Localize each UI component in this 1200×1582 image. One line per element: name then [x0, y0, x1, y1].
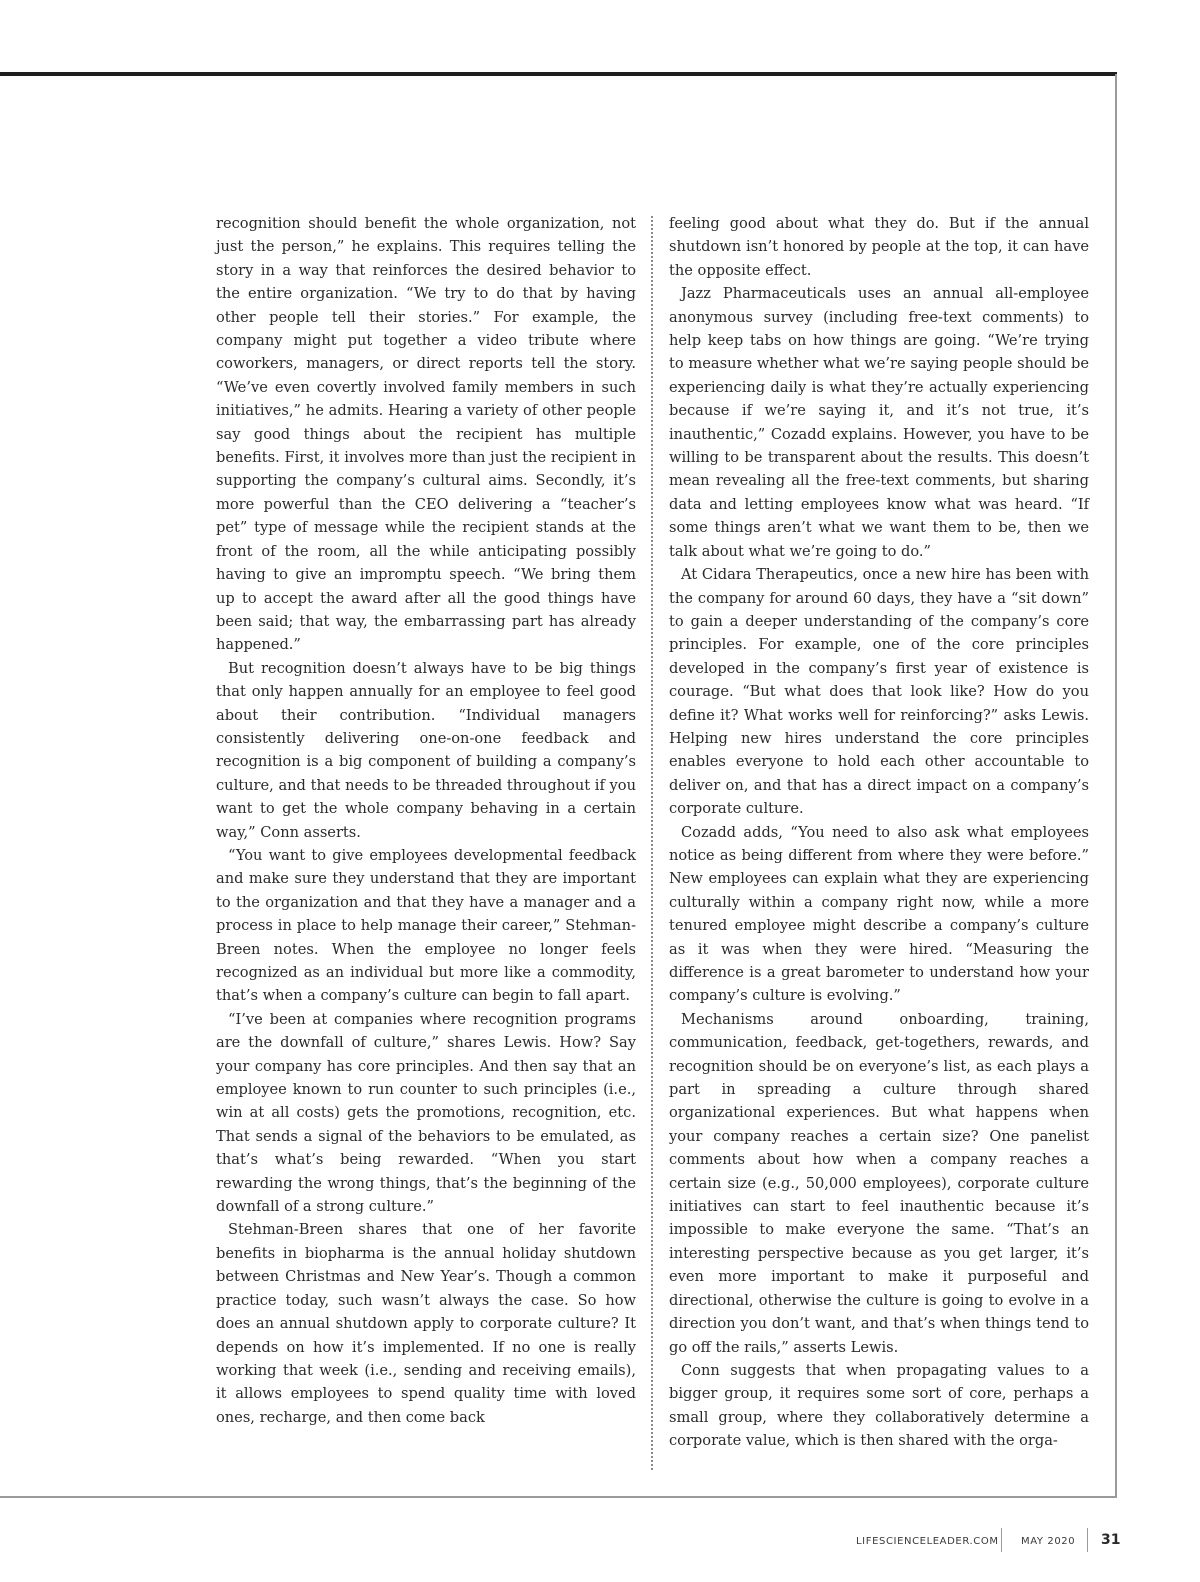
paragraph: recognition should benefit the whole organization, not just the person,” he explains. This requires telling the story in a way that reinforces the desired behavior to the entire organization. “We try to do that by having other people tell their stories.” For example, the company might put together a video tribute where coworkers, managers, or direct reports tell the story. “We’ve even covertly involved family members in such initiatives,” he admits. Hearing a variety of other people say good things about the recipient has multiple benefits. First, it involves more than just the recipient in supporting the company’s cultural aims. Secondly, it’s more powerful than the CEO delivering a “teacher’s pet” type of message while the recipient stands at the front of the room, all the while anticipating possibly having to give an impromptu speech. “We bring them up to accept the award after all the good things have been said; that way, the embarrassing part has already happened.” [216, 215, 636, 654]
paragraph: “You want to give employees developmental feedback and make sure they understand that they are important to the organization and that they have a manager and a process in place to help manage their career,” Stehman-Breen notes. When the employee no longer feels recognized as an individual but more like a commodity, that’s when a company’s culture can begin to fall apart. [216, 846, 636, 1005]
paragraph: Jazz Pharmaceuticals uses an annual all-employee anonymous survey (including free-text comments) to help keep tabs on how things are going. “We’re trying to measure whether what we’re saying people should be experiencing daily is what they’re actually experiencing because if we’re saying it, and it’s not true, it’s inauthentic,” Cozadd explains. However, you have to be willing to be transparent about the results. This doesn’t mean revealing all the free-text comments, but sharing data and letting employees know what was heard. “If some things aren’t what we want them to be, then we talk about what we’re going to do.” [669, 285, 1089, 560]
right-column [669, 212, 1089, 1453]
paragraph: “I’ve been at companies where recognition programs are the downfall of culture,” shares Lewis. How? Say your company has core principles. And then say that an employee known to run counter to such principles (i.e., win at all costs) gets the promotions, recognition, etc. That sends a signal of the behaviors to be emulated, as that’s what’s being rewarded. “When you start rewarding the wrong things, that’s the beginning of the downfall of a strong culture.” [216, 1010, 636, 1216]
footer-divider [1087, 1528, 1088, 1552]
footer-issue-date: MAY 2020 [1021, 1536, 1076, 1547]
paragraph: Mechanisms around onboarding, training, communication, feedback, get-togethers, rewards, and recognition should be on everyone’s list, as each plays a part in spreading a culture through shared organizational experiences. But what happens when your company reaches a certain size? One panelist comments about how when a company reaches a certain size (e.g., 50,000 employees), corporate culture initiatives can start to feel inauthentic because it’s impossible to make everyone the same. “That’s an interesting perspective because as you get larger, it’s even more important to make it purposeful and directional, otherwise the culture is going to evolve in a direction you don’t want, and that’s when things tend to go off the rails,” asserts Lewis. [669, 1010, 1089, 1356]
column-divider [651, 216, 653, 1470]
top-rule [0, 72, 1117, 76]
page-footer [0, 1528, 1200, 1558]
footer-divider [1001, 1528, 1002, 1552]
left-column [216, 212, 636, 1429]
page-number: 31 [1101, 1532, 1121, 1548]
paragraph: Cozadd adds, “You need to also ask what employees notice as being different from where they were before.” New employees can explain what they are experiencing culturally within a company right now, while a more tenured employee might describe a company’s culture as it was when they were hired. “Measuring the difference is a great barometer to understand how your company’s culture is evolving.” [669, 823, 1089, 1005]
paragraph: Conn suggests that when propagating values to a bigger group, it requires some sort of core, perhaps a small group, where they collaboratively determine a corporate value, which is then shared with the orga- [669, 1361, 1089, 1450]
paragraph: Stehman-Breen shares that one of her favorite benefits in biopharma is the annual holiday shutdown between Christmas and New Year’s. Though a common practice today, such wasn’t always the case. So how does an annual shutdown apply to corporate culture? It depends on how it’s implemented. If no one is really working that week (i.e., sending and receiving emails), it allows employees to spend quality time with loved ones, recharge, and then come back [216, 1221, 636, 1426]
paragraph: At Cidara Therapeutics, once a new hire has been with the company for around 60 days, they have a “sit down” to gain a deeper understanding of the company’s core principles. For example, one of the core principles developed in the company’s first year of existence is courage. “But what does that look like? How do you define it? What works well for reinforcing?” asks Lewis. Helping new hires understand the core principles enables everyone to hold each other accountable to deliver on, and that has a direct impact on a company’s corporate culture. [669, 566, 1089, 818]
paragraph: But recognition doesn’t always have to be big things that only happen annually for an employee to feel good about their contribution. “Individual managers consistently delivering one-on-one feedback and recognition is a big component of building a company’s culture, and that needs to be threaded throughout if you want to get the whole company behaving in a certain way,” Conn asserts. [216, 659, 636, 841]
right-border-rule [1115, 74, 1117, 1498]
footer-site: LIFESCIENCELEADER.COM [856, 1536, 999, 1547]
bottom-rule [0, 1496, 1117, 1498]
paragraph: feeling good about what they do. But if the annual shutdown isn’t honored by people at the top, it can have the opposite effect. [669, 215, 1089, 279]
